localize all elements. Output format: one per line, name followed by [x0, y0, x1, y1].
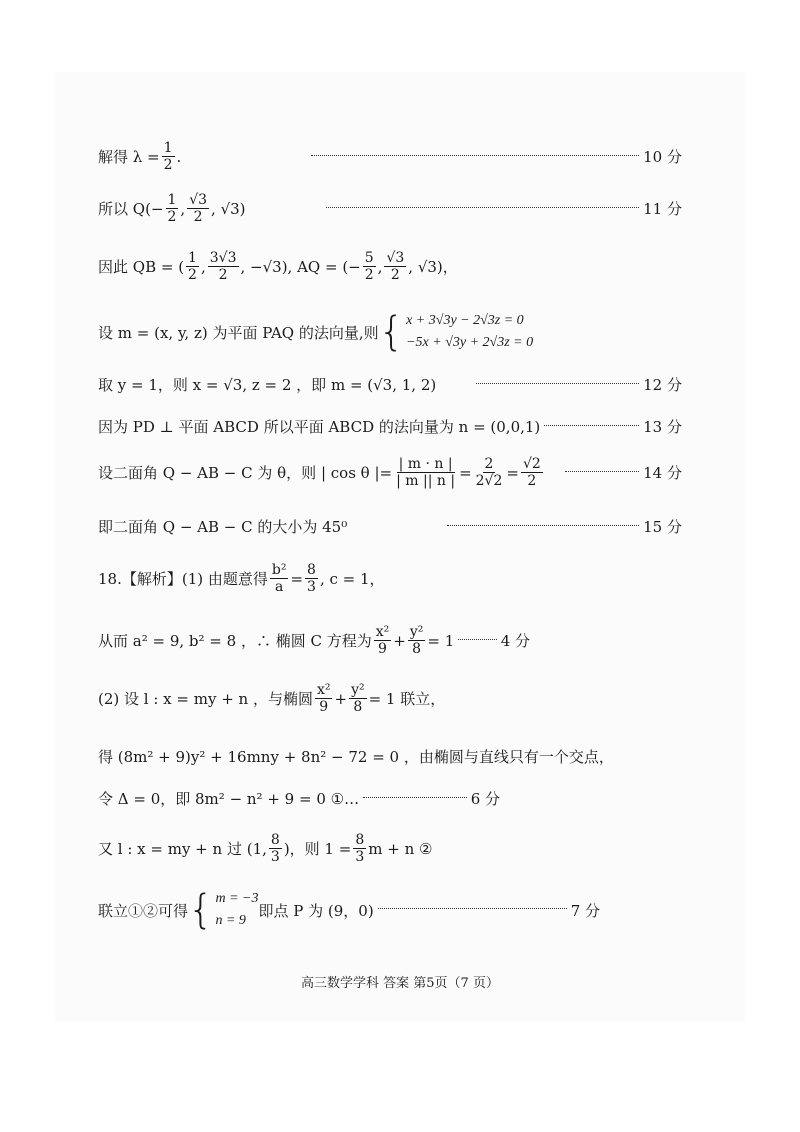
line-2: 所以 Q(− $\frac{1}{2}$ , $\frac{√3}{2}$ , √3) 11 分	[98, 192, 682, 226]
score: 7 分	[570, 901, 600, 920]
line-15: 联立①②可得 { m = −3 n = 9 即点 P 为 (9，0) 7 分	[98, 887, 600, 933]
score: 12 分	[643, 376, 682, 394]
fraction: $\frac{√2}{2}$	[522, 456, 541, 490]
line-7: 设二面角 Q − AB − C 为 θ，则 | cos θ |= $\frac{| m \cdot n |}{| m || n |}$ = $\frac{2}{2√2}$ = $\frac{√2}{2}$ 14 分	[98, 456, 682, 490]
brace-icon: {	[188, 887, 214, 933]
score: 14 分	[643, 464, 682, 483]
line-8: 即二面角 Q − AB − C 的大小为 45⁰ 15 分	[98, 518, 682, 536]
score: 13 分	[643, 418, 682, 436]
line-10: 从而 a² = 9, b² = 8 ，∴ 椭圆 C 方程为 $\frac{\text{x²}}{9}$ + $\frac{\text{y²}}{8}$ = 1 4 分	[98, 624, 530, 658]
fraction: $\frac{| m \cdot n |}{| m || n |}$	[396, 456, 456, 490]
line-13: 令 Δ = 0，即 8m² − n² + 9 = 0 ①… 6 分	[98, 790, 500, 808]
fraction: $\frac{√3}{2}$	[386, 250, 405, 284]
fraction: $\frac{3√3}{2}$	[209, 250, 237, 284]
leader-dots	[378, 907, 567, 909]
fraction: $\frac{\text{b²}}{a}$	[271, 562, 287, 596]
leader-dots	[458, 638, 496, 640]
fraction: $\frac{\text{x²}}{9}$	[375, 624, 390, 658]
leader-dots	[565, 470, 639, 472]
score: 10 分	[643, 148, 682, 167]
leader-dots	[326, 206, 640, 208]
fraction: $\frac{\text{y²}}{8}$	[409, 624, 424, 658]
leader-dots	[476, 382, 639, 384]
fraction: $\frac{2}{2√2}$	[475, 456, 503, 490]
score: 6 分	[470, 790, 500, 808]
leader-dots	[447, 524, 639, 526]
equation-system: { m = −3 n = 9	[188, 887, 259, 933]
fraction: $\frac{5}{2}$	[364, 250, 374, 284]
fraction: $\frac{1}{2}$	[188, 250, 197, 284]
score: 11 分	[643, 200, 682, 219]
fraction: $\frac{\text{y²}}{8}$	[351, 682, 365, 716]
text: 解得 λ =	[98, 148, 160, 167]
line-12: 得 (8m² + 9)y² + 16mny + 8n² − 72 = 0 ，由椭圆与直线只有一个交点，	[98, 748, 614, 766]
leader-dots	[363, 796, 467, 798]
fraction: $\frac{1}{2}$	[167, 192, 177, 226]
brace-icon: {	[378, 309, 405, 355]
line-6: 因为 PD ⊥ 平面 ABCD 所以平面 ABCD 的法向量为 n = (0,0,1) 13 分	[98, 418, 682, 436]
leader-dots	[311, 154, 639, 156]
page-footer: 高三数学学科 答案 第5页（7 页）	[301, 976, 499, 991]
score: 4 分	[500, 632, 530, 651]
line-1: 解得 λ = $\frac{1}{2}$ . 10 分	[98, 140, 682, 174]
fraction: $\frac{√3}{2}$	[189, 192, 208, 226]
score: 15 分	[643, 518, 682, 536]
line-14: 又 l : x = my + n 过 (1, $\frac{8}{3}$ )，则 1 = $\frac{8}{3}$ m + n ②	[98, 832, 433, 866]
line-11: (2) 设 l : x = my + n ，与椭圆 $\frac{\text{x²}}{9}$ + $\frac{\text{y²}}{8}$ = 1 联立，	[98, 682, 446, 716]
leader-dots	[544, 424, 639, 426]
equation-system: { x + 3√3y − 2√3z = 0 −5x + √3y + 2√3z = 0	[378, 309, 534, 355]
fraction: $\frac{\text{x²}}{9}$	[316, 682, 331, 716]
fraction: $\frac{8}{3}$	[307, 562, 316, 596]
line-5: 取 y = 1，则 x = √3, z = 2 ，即 m = (√3, 1, 2) 12 分	[98, 376, 682, 394]
fraction: $\frac{8}{3}$	[270, 832, 280, 866]
fraction: $\frac{8}{3}$	[355, 832, 365, 866]
line-4: 设 m = (x, y, z) 为平面 PAQ 的法向量,则 { x + 3√3y − 2√3z = 0 −5x + √3y + 2√3z = 0	[98, 309, 534, 355]
fraction: $\frac{1}{2}$	[163, 140, 173, 174]
line-3: 因此 QB = ( $\frac{1}{2}$ , $\frac{3√3}{2}$ , −√3), AQ = (− $\frac{5}{2}$ , $\frac{√3}{2}$ , √3)，	[98, 250, 458, 284]
line-9: 18.【解析】(1) 由题意得 $\frac{\text{b²}}{a}$ = $\frac{8}{3}$ , c = 1，	[98, 562, 385, 596]
